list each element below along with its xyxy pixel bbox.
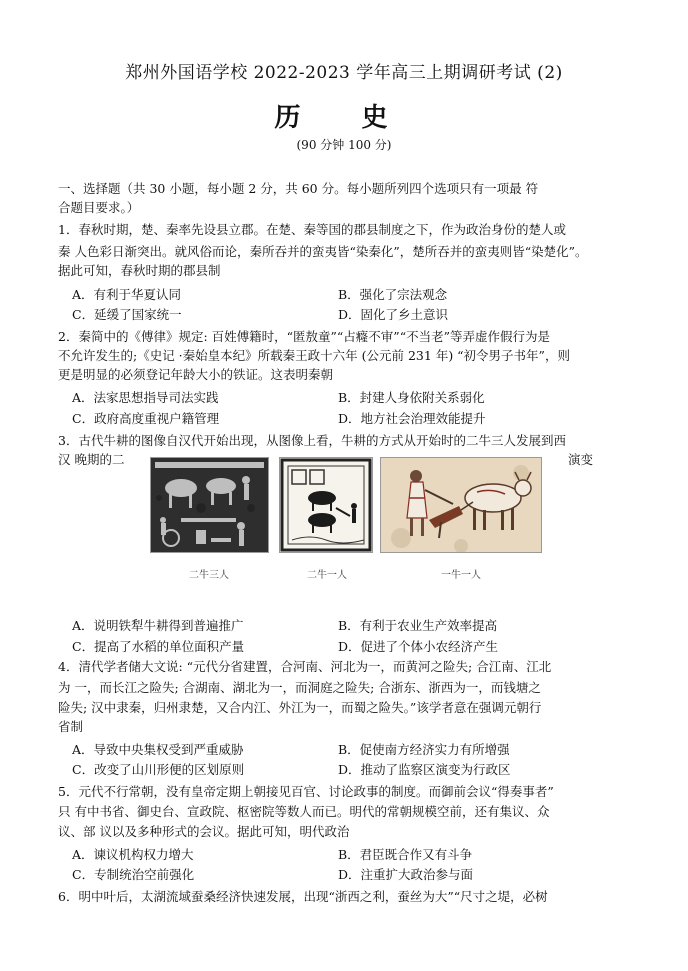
exam-title: 郑州外国语学校 2022-2023 学年高三上期调研考试 (2) — [125, 63, 563, 83]
q5-option-c: C．专制统治空前强化 — [72, 867, 195, 882]
q4-option-a: A．导致中央集权受到严重威胁 — [72, 742, 244, 757]
q3-option-b: B．有利于农业生产效率提高 — [338, 618, 498, 633]
image-caption: 二牛一人 — [307, 570, 347, 581]
section-heading: 一、选择题（共 30 小题，每小题 2 分，共 60 分。每小题所列四个选项只有一项最 符 — [58, 181, 539, 196]
q4-stem-line: 省制 — [58, 719, 84, 734]
rubbing-image-two-oxen-three-people — [150, 457, 269, 553]
q5-stem-line: 只 有中书省、御史台、宣政院、枢密院等数人而已。明代的常朝规模空前，还有集议、众 — [58, 804, 550, 819]
q3-stem-line: 演变 — [568, 452, 594, 467]
q2-stem-line: 更是明显的必须登记年龄大小的铁证。这表明秦朝 — [58, 367, 334, 382]
subject-title: 历 史 — [274, 103, 414, 133]
q1-stem-line: 1．春秋时期，楚、秦率先设县立郡。在楚、秦等国的郡县制度之下，作为政治身份的楚人或 — [58, 222, 566, 237]
q5-option-a: A．谏议机构权力增大 — [72, 847, 194, 862]
q3-stem-line: 汉 晚期的二 — [58, 452, 125, 467]
q1-stem-line: 秦 人色彩日渐突出。就风俗而论，秦所吞并的蛮夷皆“染秦化”，楚所吞并的蛮夷则皆“染楚化”。 — [58, 244, 588, 259]
image-caption: 一牛一人 — [441, 570, 481, 581]
q6-stem-line: 6．明中叶后，太湖流域蚕桑经济快速发展，出现“浙西之利，蚕丝为大”“尺寸之堤，必树 — [58, 889, 548, 904]
q2-stem-line: 2．秦简中的《傅律》规定: 百姓傅籍时，“匿敖童”“占癃不审”“不当老”等弄虚作假行为是 — [58, 329, 550, 344]
q4-stem-line: 4．清代学者储大文说: “元代分省建置，合河南、河北为一，而黄河之险失; 合江南、江北 — [58, 659, 552, 674]
exam-meta: (90 分钟 100 分) — [296, 138, 392, 152]
q5-option-b: B．君臣既合作又有斗争 — [338, 847, 473, 862]
q2-option-a: A．法家思想指导司法实践 — [72, 390, 219, 405]
q2-option-c: C．政府高度重视户籍管理 — [72, 411, 220, 426]
q4-option-b: B．促使南方经济实力有所增强 — [338, 742, 510, 757]
q2-option-b: B．封建人身依附关系弱化 — [338, 390, 485, 405]
image-caption: 二牛三人 — [189, 570, 229, 581]
q1-option-d: D．固化了乡土意识 — [338, 307, 449, 322]
q5-option-d: D．注重扩大政治参与面 — [338, 867, 474, 882]
mural-image-one-ox-one-person — [380, 457, 542, 553]
q4-stem-line: 险失; 汉中隶秦，归州隶楚，又合内江、外江为一，而蜀之险失。”该学者意在强调元朝行 — [58, 700, 542, 715]
q3-option-a: A．说明铁犁牛耕得到普遍推广 — [72, 618, 244, 633]
q4-option-c: C．改变了山川形便的区划原则 — [72, 762, 245, 777]
q5-stem-line: 5．元代不行常朝，没有皇帝定期上朝接见百官、讨论政事的制度。而御前会议“得奏事者” — [58, 784, 554, 799]
q1-option-c: C．延缓了国家统一 — [72, 307, 182, 322]
q4-option-d: D．推动了监察区演变为行政区 — [338, 762, 511, 777]
q1-option-a: A．有利于华夏认同 — [72, 287, 182, 302]
q1-stem-line: 据此可知，春秋时期的郡县制 — [58, 263, 221, 278]
painting-image-two-oxen-one-person — [279, 457, 373, 553]
q2-option-d: D．地方社会治理效能提升 — [338, 411, 486, 426]
q3-option-d: D．促进了个体小农经济产生 — [338, 639, 499, 654]
q5-stem-line: 议、部 议以及多种形式的会议。据此可知，明代政治 — [58, 824, 350, 839]
section-heading-cont: 合题目要求。） — [58, 200, 140, 215]
q3-option-c: C．提高了水稻的单位面积产量 — [72, 639, 245, 654]
q4-stem-line: 为 一，而长江之险失; 合湖南、湖北为一，而洞庭之险失; 合浙东、浙西为一，而钱塘之 — [58, 680, 541, 695]
q2-stem-line: 不允许发生的;《史记 ·秦始皇本纪》所载秦王政十六年 (公元前 231 年) “初令男子书年”，则 — [58, 348, 570, 363]
q1-option-b: B．强化了宗法观念 — [338, 287, 448, 302]
q3-stem-line: 3．古代牛耕的图像自汉代开始出现，从图像上看，牛耕的方式从开始时的二牛三人发展到西 — [58, 433, 566, 448]
